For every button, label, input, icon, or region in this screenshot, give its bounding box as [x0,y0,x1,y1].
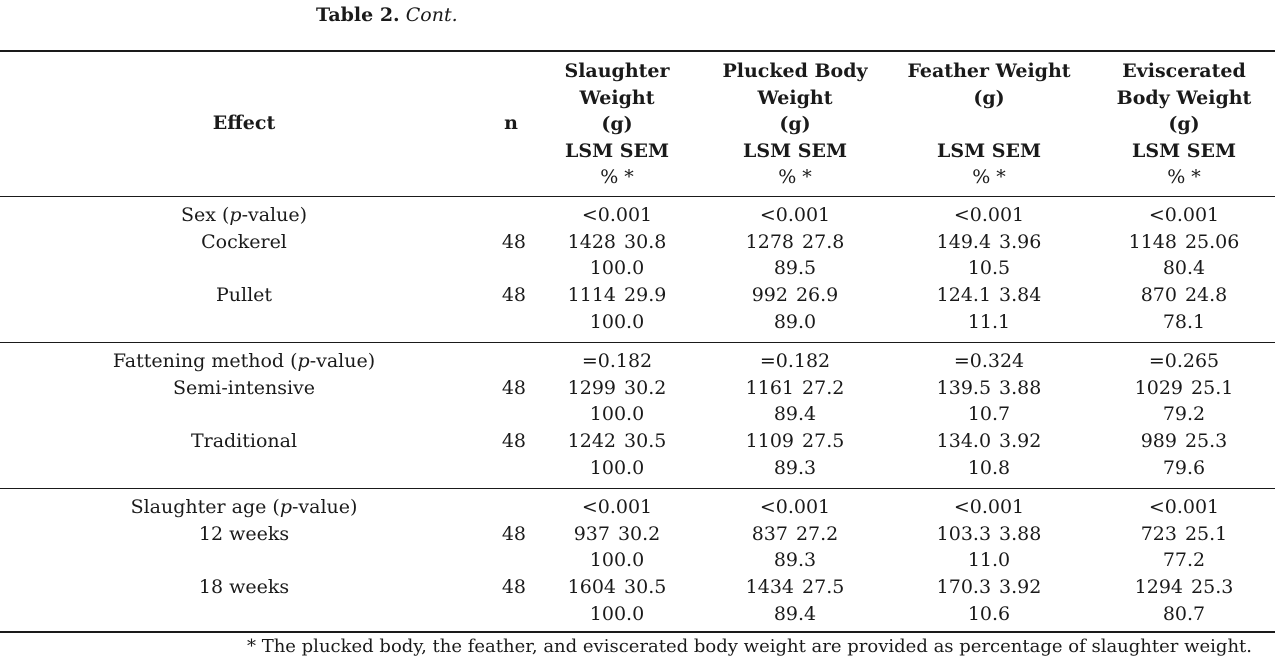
lsm-value: 1148 [1128,230,1177,253]
header-column-2 [700,58,890,191]
sem-value: 30.5 [624,430,667,453]
header-line: Eviscerated [1122,60,1246,82]
header-column-4 [1089,58,1279,191]
p-value-cell: <0.001 [581,496,653,518]
lsm-value: 1029 [1134,376,1184,399]
sem-value: 30.8 [624,230,667,253]
sem-value: 25.3 [1184,430,1228,453]
lsm-value: 170.3 [936,576,992,599]
lsm-sem-cell [700,574,890,601]
effect-heading: Slaughter age (p-value) [130,496,358,518]
percent-cell: 89.0 [773,310,817,333]
sample-size: 48 [501,522,526,545]
p-value-cell: <0.001 [1148,496,1220,518]
header-line: Weight [579,86,655,109]
lsm-sem-cell [1089,375,1279,402]
lsm-sem-cell [700,375,890,402]
lsm-value: 1109 [745,430,795,453]
header-line: Weight [757,86,833,109]
lsm-sem-cell [522,229,712,256]
percent-cell: 10.7 [967,403,1011,426]
lsm-sem-cell [700,282,890,309]
header-percent: % * [1167,166,1201,188]
header-line: Slaughter [564,60,670,82]
percent-cell: 89.3 [773,456,817,479]
lsm-sem-cell [1089,428,1279,455]
lsm-value: 1294 [1134,576,1184,599]
sem-value: 25.06 [1184,230,1240,253]
header-percent: % * [778,166,812,188]
percent-cell: 79.2 [1162,403,1206,426]
lsm-sem-cell [700,428,890,455]
sample-size: 48 [501,230,526,253]
sem-value: 30.5 [624,576,667,599]
percent-cell: 100.0 [589,257,645,280]
percent-cell: 100.0 [589,403,645,426]
header-line: LSM SEM [937,139,1041,162]
lsm-value: 870 [1140,284,1177,307]
group-rule-2 [0,488,1275,489]
level-name: Pullet [215,284,273,307]
lsm-sem-cell [522,521,712,548]
header-line: LSM SEM [565,139,669,162]
header-column-3 [894,58,1084,191]
percent-cell: 80.7 [1162,602,1206,625]
bottom-rule [0,631,1275,633]
sem-value: 3.84 [999,284,1042,307]
table-label: Table 2. [316,4,400,26]
percent-cell: 11.0 [967,549,1011,572]
lsm-sem-cell [894,375,1084,402]
sem-value: 30.2 [617,522,661,545]
lsm-value: 723 [1140,522,1177,545]
sem-value: 25.1 [1184,522,1228,545]
lsm-value: 1299 [567,376,617,399]
sample-size: 48 [501,376,526,399]
percent-cell: 80.4 [1162,257,1206,280]
lsm-sem-cell [1089,574,1279,601]
table-caption [316,3,458,27]
sample-size: 48 [501,576,526,599]
header-line: (g) [779,113,811,135]
header-line: (g) [601,113,633,135]
p-value-cell: <0.001 [759,204,831,226]
table-continued: Cont. [405,4,458,26]
table-footnote: * The plucked body, the feather, and eviscerated body weight are provided as percentage of slaughter weight. [246,636,1252,657]
percent-cell: 78.1 [1162,310,1206,333]
sem-value: 30.2 [624,376,667,399]
sem-value: 25.3 [1191,576,1234,599]
sem-value: 3.88 [999,376,1042,399]
lsm-value: 992 [751,284,788,307]
p-value-cell: <0.001 [759,496,831,518]
sem-value: 29.9 [624,284,667,307]
lsm-value: 1114 [567,284,617,307]
sem-value: 27.8 [802,230,845,253]
sem-value: 27.5 [802,576,845,599]
sem-value: 3.92 [999,430,1042,453]
lsm-sem-cell [522,282,712,309]
p-value-cell: <0.001 [953,496,1025,518]
percent-cell: 10.6 [967,602,1011,625]
level-name: Cockerel [201,230,287,253]
p-value-cell: =0.324 [953,350,1025,372]
lsm-value: 937 [573,522,610,545]
p-value-cell: <0.001 [1148,204,1220,226]
lsm-value: 989 [1140,430,1177,453]
lsm-value: 1242 [567,430,617,453]
percent-cell: 89.5 [773,257,817,280]
percent-cell: 10.5 [967,257,1011,280]
sem-value: 3.88 [999,522,1042,545]
lsm-value: 1604 [567,576,617,599]
header-percent: % * [600,166,634,188]
percent-cell: 100.0 [589,549,645,572]
percent-cell: 89.4 [773,403,817,426]
effect-heading: Sex (p-value) [180,204,308,226]
sem-value: 26.9 [795,284,839,307]
percent-cell: 10.8 [967,456,1011,479]
effect-heading: Fattening method (p-value) [112,350,376,372]
lsm-sem-cell [1089,229,1279,256]
lsm-sem-cell [1089,282,1279,309]
sample-size: 48 [501,430,526,453]
level-name: Traditional [190,430,298,453]
sem-value: 25.1 [1191,376,1234,399]
lsm-value: 134.0 [936,430,992,453]
lsm-value: 124.1 [936,284,992,307]
lsm-sem-cell [894,282,1084,309]
header-line: Feather Weight [907,60,1071,82]
lsm-sem-cell [894,574,1084,601]
percent-cell: 11.1 [967,310,1011,333]
lsm-value: 837 [751,522,788,545]
lsm-value: 1428 [567,230,617,253]
sem-value: 27.2 [802,376,845,399]
percent-cell: 100.0 [589,310,645,333]
level-name: Semi-intensive [172,376,315,399]
p-value-cell: =0.265 [1148,350,1220,372]
header-line: LSM SEM [743,139,847,162]
lsm-value: 149.4 [936,230,992,253]
percent-cell: 89.4 [773,602,817,625]
lsm-sem-cell [1089,521,1279,548]
header-effect: Effect [212,112,276,134]
lsm-sem-cell [522,574,712,601]
lsm-sem-cell [894,428,1084,455]
header-line [894,111,1084,138]
top-rule [0,50,1275,52]
lsm-value: 1434 [745,576,795,599]
percent-cell: 77.2 [1162,549,1206,572]
p-value-cell: <0.001 [581,204,653,226]
p-value-cell: =0.182 [581,350,653,372]
header-line: LSM SEM [1132,139,1236,162]
lsm-sem-cell [894,229,1084,256]
group-rule-1 [0,342,1275,343]
lsm-sem-cell [522,375,712,402]
sem-value: 27.5 [802,430,845,453]
header-n: n [504,112,518,134]
header-column-1 [522,58,712,191]
percent-cell: 89.3 [773,549,817,572]
lsm-value: 103.3 [936,522,992,545]
sem-value: 24.8 [1184,284,1228,307]
lsm-sem-cell [894,521,1084,548]
sem-value: 3.92 [999,576,1042,599]
percent-cell: 100.0 [589,456,645,479]
p-value-cell: <0.001 [953,204,1025,226]
lsm-value: 139.5 [936,376,992,399]
level-name: 18 weeks [198,576,290,599]
header-line: Plucked Body [722,60,868,82]
sample-size: 48 [501,284,526,307]
lsm-sem-cell [700,521,890,548]
lsm-sem-cell [522,428,712,455]
header-rule [0,196,1275,197]
p-value-cell: =0.182 [759,350,831,372]
header-line: (g) [1168,113,1200,135]
sem-value: 27.2 [795,522,839,545]
lsm-sem-cell [700,229,890,256]
lsm-value: 1278 [745,230,795,253]
lsm-value: 1161 [745,376,795,399]
header-line: Body Weight [1116,86,1252,109]
sem-value: 3.96 [999,230,1042,253]
percent-cell: 79.6 [1162,456,1206,479]
header-line: (g) [973,86,1005,109]
percent-cell: 100.0 [589,602,645,625]
level-name: 12 weeks [198,522,290,545]
header-percent: % * [972,166,1006,188]
